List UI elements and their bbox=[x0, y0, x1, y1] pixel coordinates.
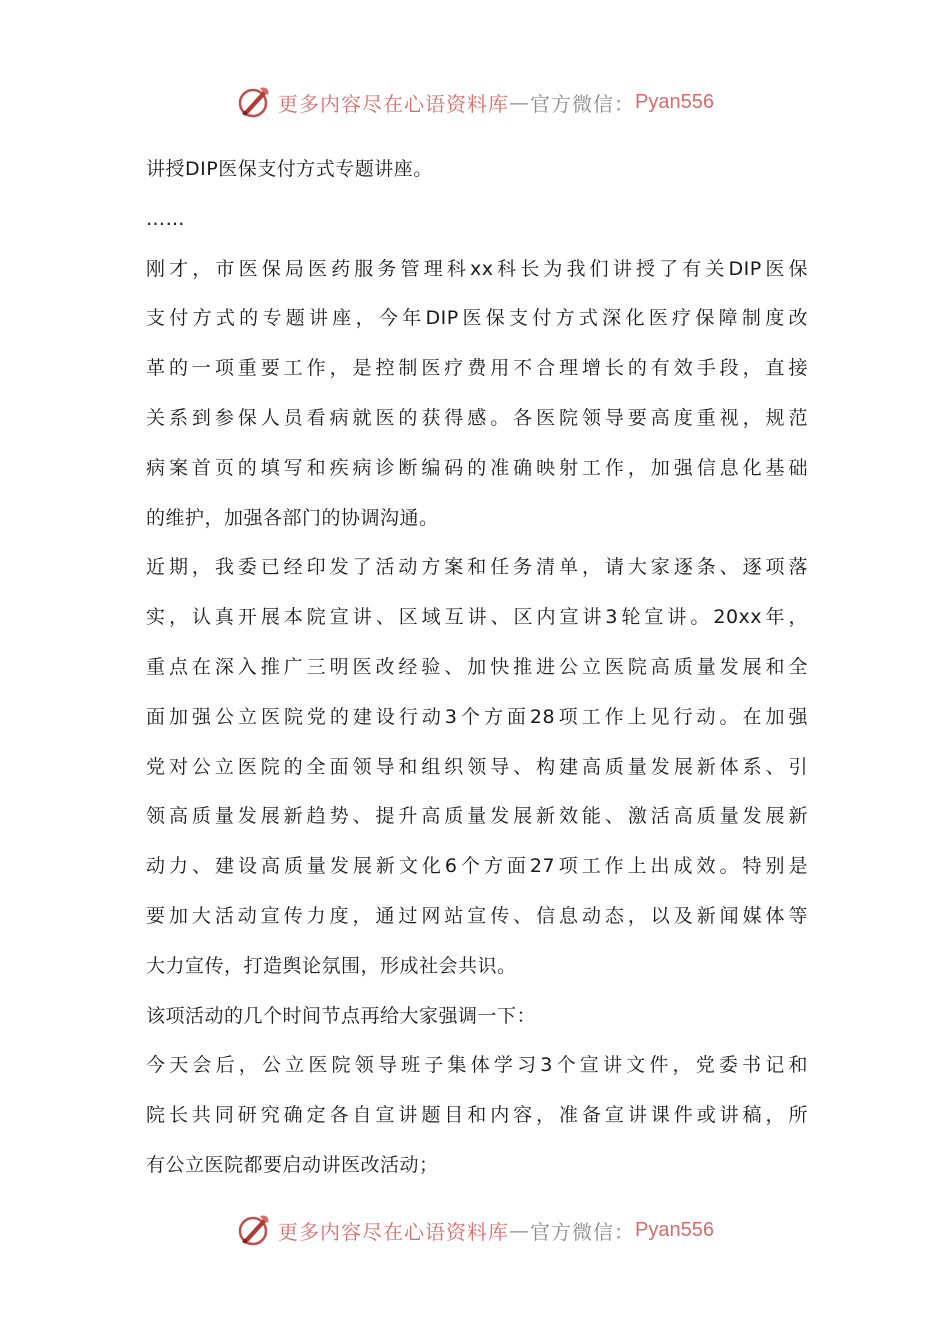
text-line: 大力宣传，打造舆论氛围，形成社会共识。 bbox=[146, 954, 517, 977]
text-line: 讲授DIP医保支付方式专题讲座。 bbox=[146, 158, 433, 180]
text-line: 领高质量发展新趋势、提升高质量发展新效能、激活高质量发展新 bbox=[146, 805, 808, 828]
text-line: 病案首页的填写和疾病诊断编码的准确映射工作，加强信息化基础 bbox=[146, 456, 808, 479]
watermark-wechat-id: Pyan556 bbox=[635, 90, 714, 113]
text-line: 支付方式的专题讲座，今年DIP医保支付方式深化医疗保障制度改 bbox=[146, 307, 808, 330]
text-line: 实，认真开展本院宣讲、区域互讲、区内宣讲3轮宣讲。20xx年， bbox=[146, 606, 808, 629]
watermark-separator: — bbox=[509, 1218, 531, 1242]
text-line: 的维护，加强各部门的协调沟通。 bbox=[146, 506, 439, 529]
text-line: …… bbox=[146, 207, 185, 230]
quill-circle-icon bbox=[236, 1212, 272, 1248]
text-line: 近期，我委已经印发了活动方案和任务清单，请大家逐条、逐项落 bbox=[146, 556, 808, 579]
text-line: 该项活动的几个时间节点再给大家强调一下： bbox=[146, 1004, 537, 1027]
text-line: 党对公立医院的全面领导和组织领导、构建高质量发展新体系、引 bbox=[146, 755, 808, 778]
text-line: 要加大活动宣传力度，通过网站宣传、信息动态，以及新闻媒体等 bbox=[146, 904, 808, 927]
quill-circle-icon bbox=[236, 84, 272, 120]
watermark-wechat-label: 官方微信： bbox=[530, 91, 636, 116]
text-line: 动力、建设高质量发展新文化6个方面27项工作上出成效。特别是 bbox=[146, 855, 808, 878]
watermark-separator: — bbox=[509, 90, 531, 114]
footer-watermark bbox=[0, 1208, 950, 1252]
watermark-text: 更多内容尽在心语资料库 bbox=[278, 1219, 510, 1244]
text-line: 革的一项重要工作，是控制医疗费用不合理增长的有效手段，直接 bbox=[146, 357, 808, 380]
text-line: 刚才，市医保局医药服务管理科xx科长为我们讲授了有关DIP医保 bbox=[146, 257, 808, 280]
document-body bbox=[146, 145, 808, 1191]
header-watermark bbox=[0, 80, 950, 124]
text-line: 今天会后，公立医院领导班子集体学习3个宣讲文件，党委书记和 bbox=[146, 1054, 808, 1077]
text-line: 关系到参保人员看病就医的获得感。各医院领导要高度重视，规范 bbox=[146, 406, 808, 429]
watermark-wechat-label: 官方微信： bbox=[530, 1219, 636, 1244]
watermark-text: 更多内容尽在心语资料库 bbox=[278, 91, 510, 116]
watermark-wechat-id: Pyan556 bbox=[635, 1218, 714, 1241]
text-line: 重点在深入推广三明医改经验、加快推进公立医院高质量发展和全 bbox=[146, 655, 808, 678]
text-line: 有公立医院都要启动讲医改活动； bbox=[146, 1153, 439, 1176]
text-line: 面加强公立医院党的建设行动3个方面28项工作上见行动。在加强 bbox=[146, 705, 808, 728]
text-line: 院长共同研究确定各自宣讲题目和内容，准备宣讲课件或讲稿，所 bbox=[146, 1104, 808, 1127]
